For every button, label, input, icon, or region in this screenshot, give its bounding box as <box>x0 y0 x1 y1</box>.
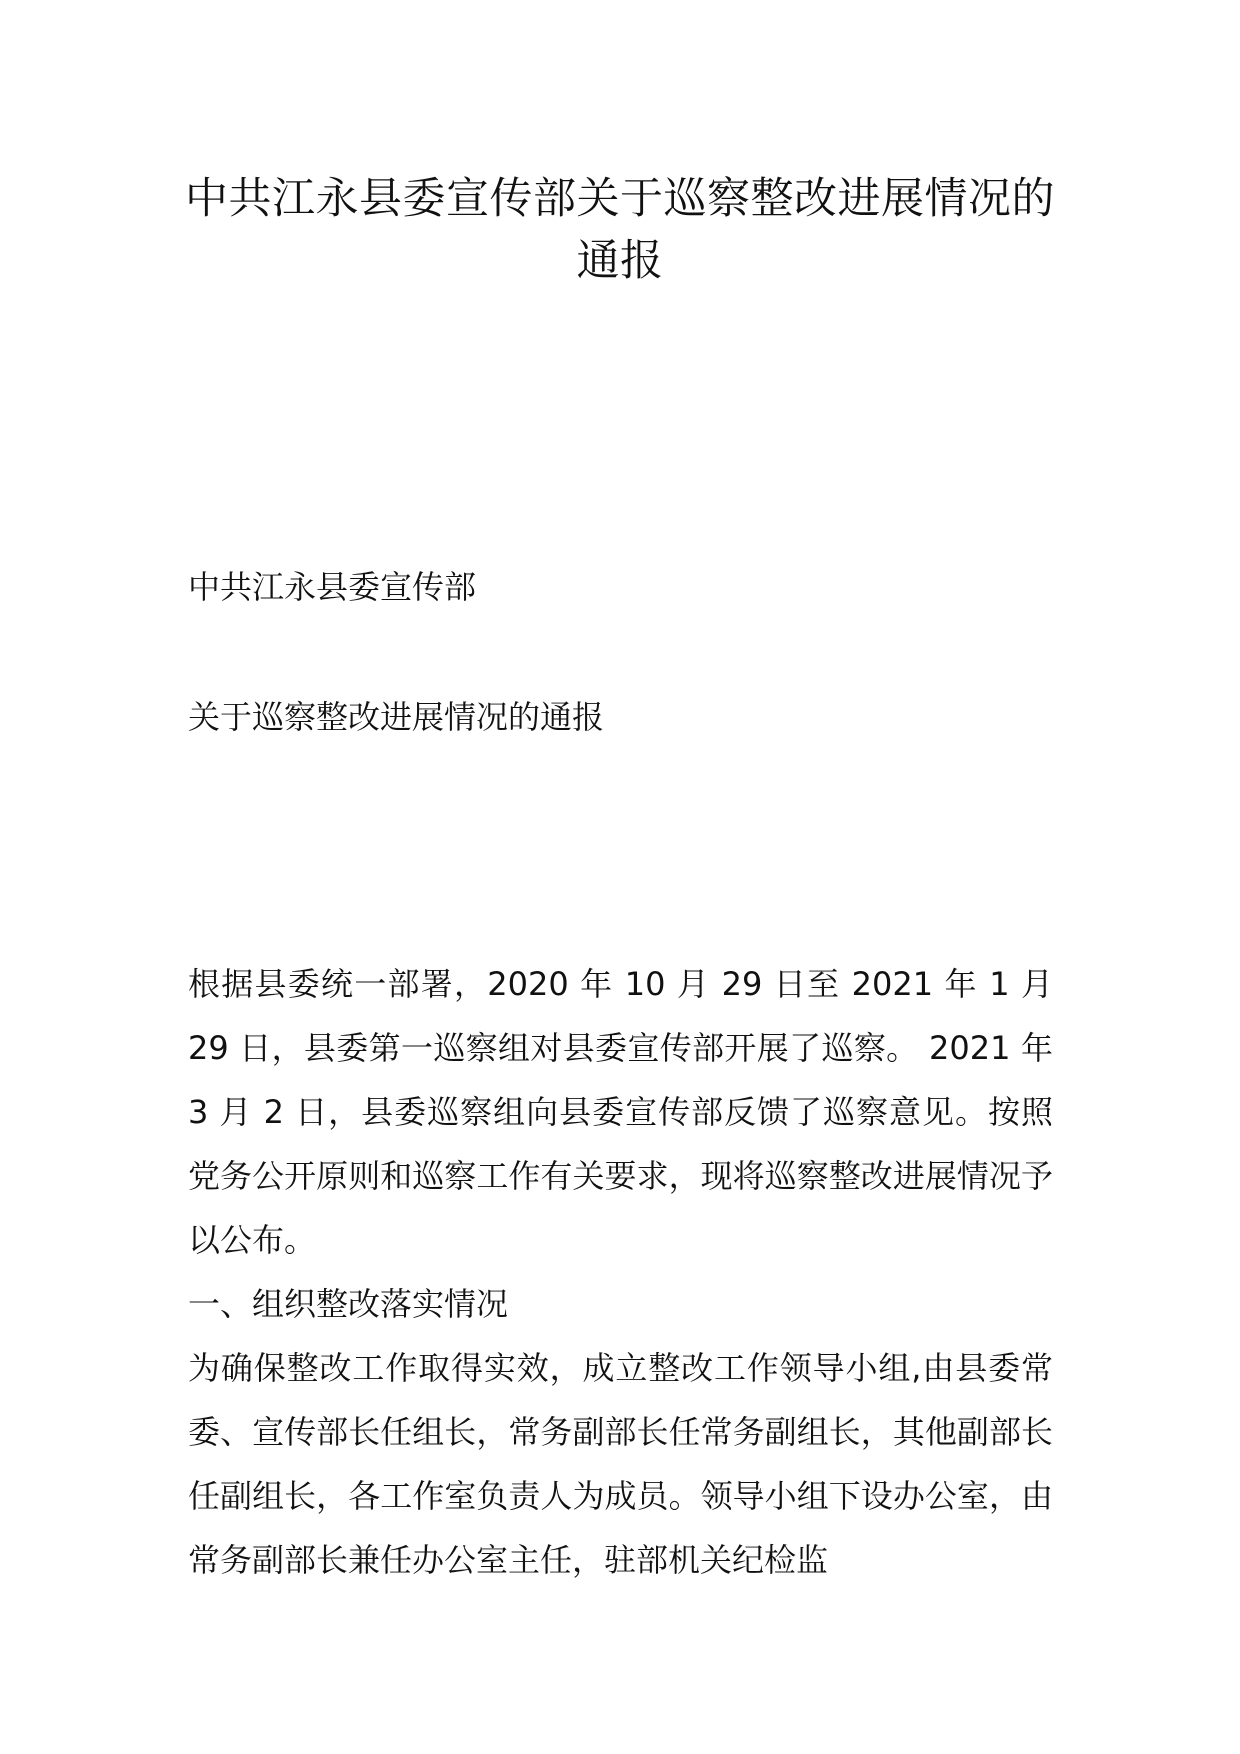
document-title: 中共江永县委宣传部关于巡察整改进展情况的通报 <box>185 174 1055 286</box>
subject-line: 关于巡察整改进展情况的通报 <box>188 698 605 736</box>
body-paragraph: 为确保整改工作取得实效，成立整改工作领导小组,由县委常委、宣传部长任组长，常务副部长任常务副组长，其他副部长任副组长，各工作室负责人为成员。领导小组下设办公室，由常务副部长兼任办公室主任，驻部机关纪检监 <box>188 1349 1053 1579</box>
document-body <box>188 952 1053 1592</box>
section-heading: 一、组织整改落实情况 <box>188 1285 509 1323</box>
issuer-line: 中共江永县委宣传部 <box>188 568 477 606</box>
body-paragraph: 根据县委统一部署，2020 年 10 月 29 日至 2021 年 1 月 29 日，县委第一巡察组对县委宣传部开展了巡察。 2021 年 3 月 2 日，县委巡察组向县委宣传部反馈了巡察意见。按照党务公开原则和巡察工作有关要求，现将巡察整改进展情况予以公布。 <box>188 965 1053 1259</box>
